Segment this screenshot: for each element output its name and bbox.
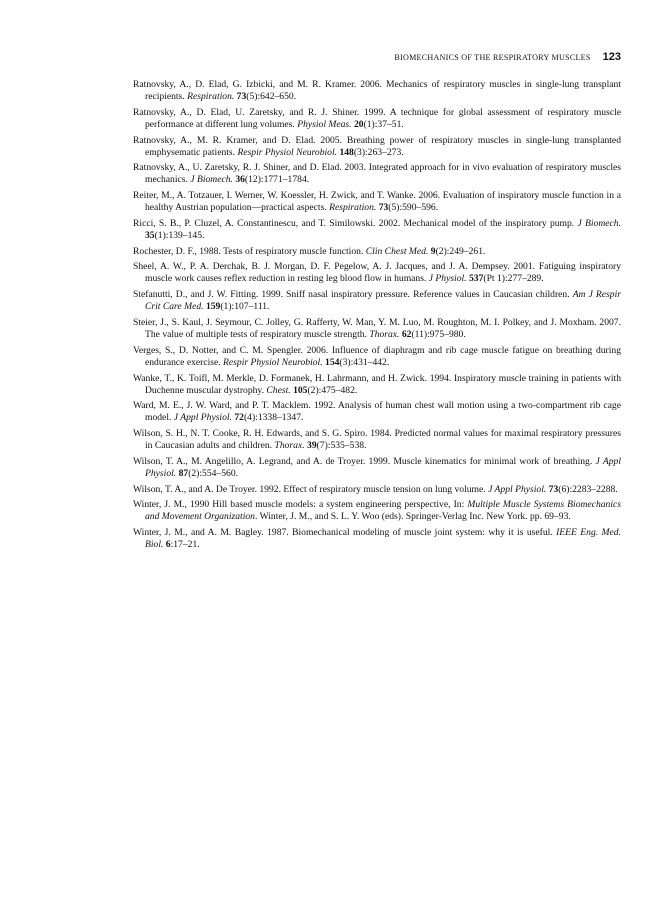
reference-pages: (1):107–111. <box>220 301 270 313</box>
reference-item <box>133 261 621 285</box>
reference-authors-title: Winter, J. M., and A. M. Bagley. 1987. Biomechanical modeling of muscle joint system: why it is useful. <box>133 527 557 539</box>
reference-volume: 105 <box>293 384 308 396</box>
reference-authors-title: Ratnovsky, A., D. Elad, G. Izbicki, and M. R. Kramer. 2006. Mechanics of respiratory muscles in single-lung transplant recipients. <box>133 79 621 103</box>
reference-item <box>133 317 621 341</box>
reference-journal: Respiration. <box>329 202 377 214</box>
reference-authors-title: Steier, J., S. Kaul, J. Seymour, C. Jolley, G. Rafferty, W. Man, Y. M. Luo, M. Roughton, M. I. Polkey, and J. Moxham. 2007. The value of multiple tests of respiratory muscle strength. <box>133 316 621 341</box>
reference-volume: 159 <box>205 301 221 313</box>
reference-volume: 20 <box>353 118 364 130</box>
reference-item <box>133 190 621 214</box>
reference-pages: (Pt 1):277–289. <box>483 273 544 285</box>
reference-item <box>133 246 621 258</box>
reference-pages: (2):554–560. <box>188 467 239 479</box>
reference-pages: (11):975–980. <box>411 329 466 341</box>
reference-volume: 39 <box>307 440 317 452</box>
reference-journal: Respiration. <box>187 91 235 103</box>
page-number: 123 <box>602 51 621 63</box>
reference-volume: 537 <box>469 273 484 285</box>
reference-pages: (1):139–145. <box>154 230 205 241</box>
reference-item <box>133 499 621 523</box>
reference-pages: (7):535–538. <box>316 440 367 452</box>
reference-authors-title: Winter, J. M., 1990 Hill based muscle models: a system engineering perspective, In: <box>133 499 468 511</box>
reference-journal: Respir Physiol Neurobiol. <box>237 146 338 158</box>
reference-journal: Thorax. <box>369 329 400 341</box>
reference-journal: IEEE Eng. Med. Biol. <box>145 527 621 551</box>
reference-item <box>133 373 621 397</box>
reference-item <box>133 456 621 480</box>
reference-authors-title: Ratnovsky, A., D. Elad, U. Zaretsky, and R. J. Shiner. 1999. A technique for global assessment of respiratory muscle performance at different lung volumes. <box>133 106 621 130</box>
reference-journal: J Appl Physiol. <box>488 483 547 495</box>
reference-authors-title: Sheel, A. W., P. A. Derchak, B. J. Morgan, D. F. Pegelow, A. J. Jacques, and J. A. Dempsey. 2001. Fatiguing inspiratory muscle work causes reflex reduction in resting leg blood flow in humans. <box>133 261 621 285</box>
reference-pages: (4):1338–1347. <box>243 412 304 424</box>
reference-authors-title: Stefanutti, D., and J. W. Fitting. 1999. Sniff nasal inspiratory pressure. Reference values in Caucasian children. <box>133 289 573 301</box>
reference-volume: 73 <box>548 483 559 495</box>
reference-pages: (2):475–482. <box>307 384 358 396</box>
reference-authors-title: Verges, S., D. Notter, and C. M. Spengler. 2006. Influence of diaphragm and rib cage muscle fatigue on breathing during endurance exercise. <box>133 344 621 368</box>
reference-authors-title: Wilson, T. A., and A. De Troyer. 1992. Effect of respiratory muscle tension on lung volume. <box>133 483 489 495</box>
reference-authors-title: Wilson, S. H., N. T. Cooke, R. H. Edwards, and S. G. Spiro. 1984. Predicted normal values for maximal respiratory pressures in Caucasian adults and children. <box>133 428 621 452</box>
reference-item <box>133 107 621 131</box>
reference-journal: Chest. <box>266 384 291 396</box>
reference-book-title: Multiple Muscle Systems Biomechanics and Movement Organization <box>145 499 621 523</box>
running-title: BIOMECHANICS OF THE RESPIRATORY MUSCLES <box>394 53 591 62</box>
reference-volume: 72 <box>234 412 244 424</box>
reference-item <box>133 484 621 496</box>
reference-pages: (5):642–650. <box>246 91 297 103</box>
reference-item <box>133 79 621 103</box>
reference-authors-title: Ratnovsky, A., M. R. Kramer, and D. Elad. 2005. Breathing power of respiratory muscles in single-lung transplanted emphysematic patients. <box>133 134 621 158</box>
reference-item <box>133 162 621 186</box>
reference-pages: :17–21. <box>170 539 200 551</box>
reference-journal: Thorax. <box>274 440 305 452</box>
reference-item <box>133 527 621 551</box>
reference-item <box>133 345 621 369</box>
reference-authors-title: Wanke, T., K. Toifl, M. Merkle, D. Formanek, H. Lahrmann, and H. Zwick. 1994. Inspiratory muscle training in patients with Duchenne muscular dystrophy. <box>133 372 621 396</box>
running-header <box>0 47 621 61</box>
reference-volume: 148 <box>339 146 354 158</box>
reference-journal: J Appl Physiol. <box>173 412 232 424</box>
reference-journal: J Appl Physiol. <box>145 455 621 479</box>
reference-authors-title: Wilson, T. A., M. Angelillo, A. Legrand, and A. de Troyer. 1999. Muscle kinematics for minimal work of breathing. <box>133 455 596 467</box>
reference-pages: (6):2283–2288. <box>558 483 618 495</box>
reference-journal: Respir Physiol Neurobiol. <box>223 356 323 368</box>
reference-volume: 62 <box>401 329 412 341</box>
reference-item <box>133 289 621 313</box>
reference-pages: (3):431–442. <box>339 356 390 368</box>
reference-journal: J Biomech. <box>190 174 233 186</box>
reference-volume: 154 <box>325 356 340 368</box>
reference-list <box>133 79 621 555</box>
reference-volume: 87 <box>178 467 189 479</box>
reference-pages: (12):1771–1784. <box>244 174 310 186</box>
reference-journal: Clin Chest Med. <box>365 245 429 257</box>
reference-item <box>133 135 621 159</box>
reference-publisher: . Winter, J. M., and S. L. Y. Woo (eds). Springer-Verlag Inc. New York. pp. 69–93. <box>254 511 571 523</box>
reference-authors-title: Ward, M. E., J. W. Ward, and P. T. Macklem. 1992. Analysis of human chest wall motion using a two-compartment rib cage model. <box>133 400 621 424</box>
reference-journal: J Biomech. <box>577 217 621 229</box>
reference-pages: (3):263–273. <box>353 146 404 158</box>
reference-authors-title: Ratnovsky, A., U. Zaretsky, R. J. Shiner, and D. Elad. 2003. Integrated approach for in vivo evaluation of respiratory muscles mechanics. <box>133 162 621 186</box>
reference-pages: (2):249–261. <box>435 245 486 257</box>
reference-item <box>133 428 621 452</box>
reference-pages: (5):590–596. <box>388 202 439 214</box>
reference-journal: Physiol Meas. <box>297 118 352 130</box>
reference-journal: J Physiol. <box>428 273 467 285</box>
reference-volume: 73 <box>236 91 247 103</box>
reference-pages: (1):37–51. <box>363 118 404 130</box>
reference-journal: Am J Respir Crit Care Med. <box>145 289 621 313</box>
reference-item <box>133 400 621 424</box>
reference-authors-title: Reiter, M., A. Totzauer, I. Werner, W. Koessler, H. Zwick, and T. Wanke. 2006. Evaluation of inspiratory muscle function in a healthy Austrian population—practical aspects. <box>133 190 621 214</box>
reference-item <box>133 218 621 242</box>
reference-volume: 36 <box>235 174 245 186</box>
reference-volume: 9 <box>430 245 436 257</box>
reference-volume: 35 <box>145 230 155 241</box>
reference-authors-title: Ricci, S. B., P. Cluzel, A. Constantinescu, and T. Similowski. 2002. Mechanical model of the inspiratory pump. <box>133 217 578 229</box>
reference-authors-title: Rochester, D. F., 1988. Tests of respiratory muscle function. <box>133 245 366 257</box>
reference-volume: 73 <box>378 202 389 214</box>
reference-volume: 6 <box>165 539 171 551</box>
